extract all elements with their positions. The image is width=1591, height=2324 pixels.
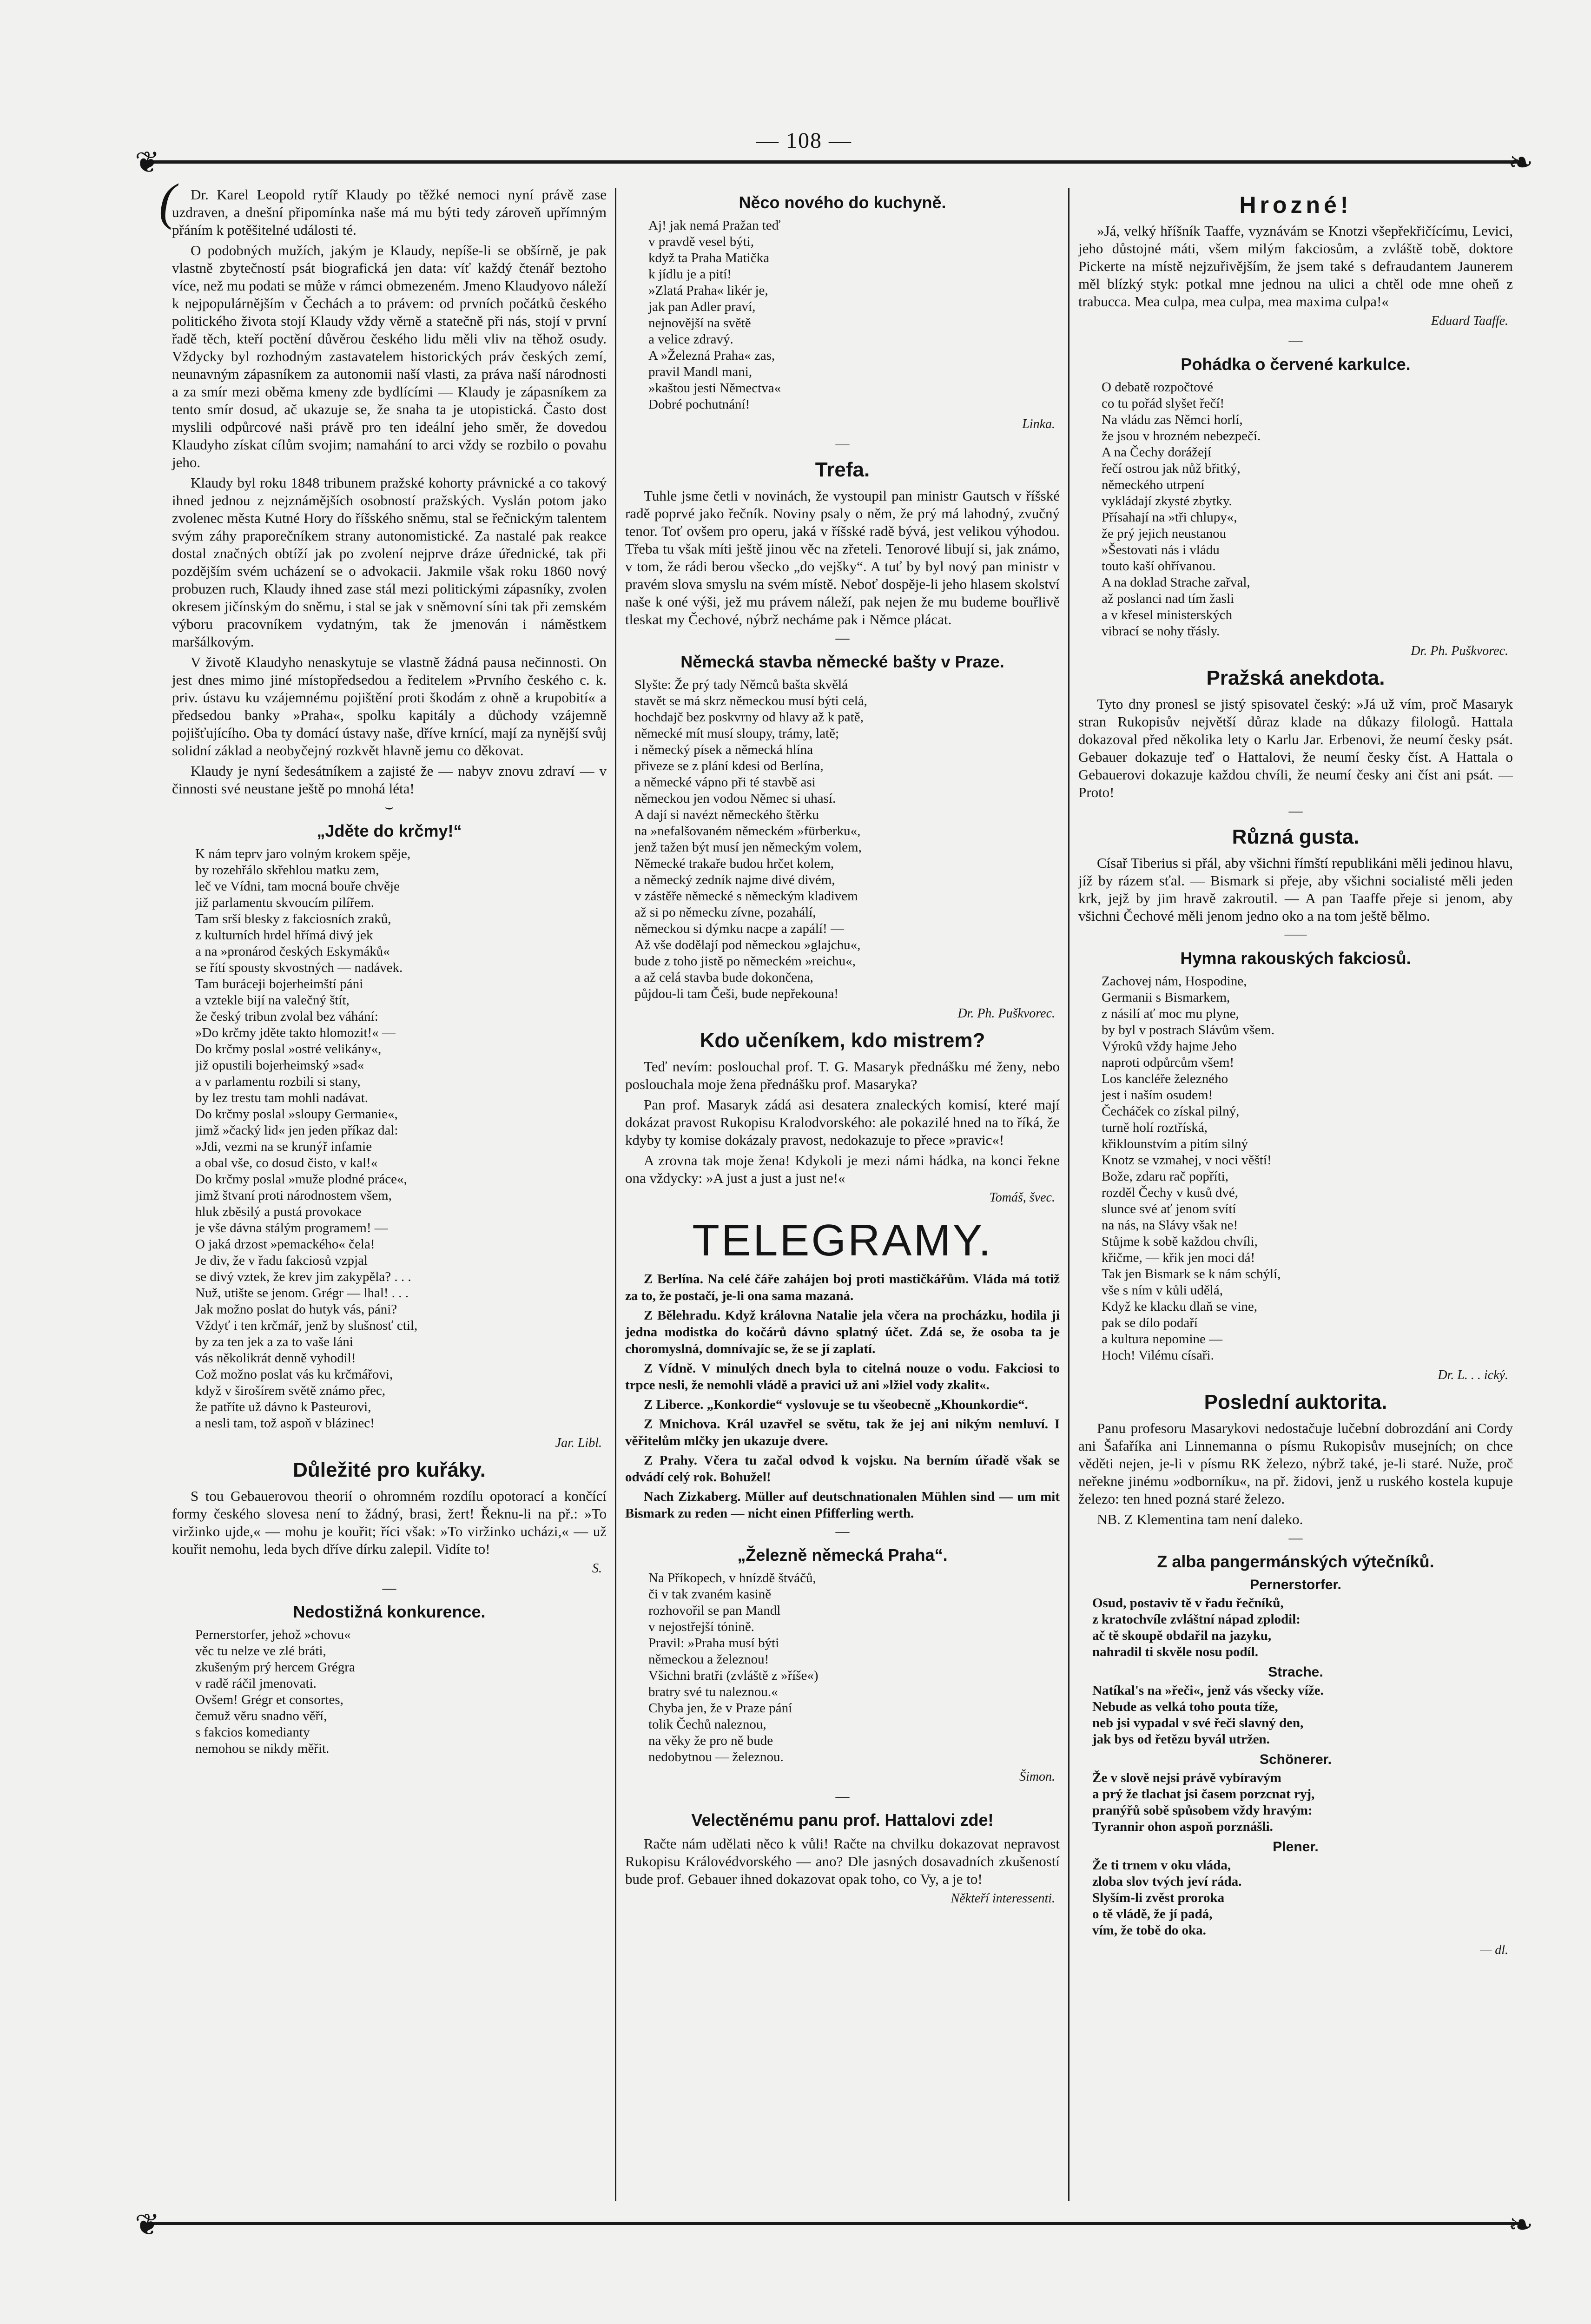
anekdota-text: Tyto dny pronesl se jistý spisovatel český: »Já už vím, proč Masaryk stran Rukopisův největší důraz klade na důkazy filologů. Hattala dokazoval před několika lety o Karlu Jar. Erbenovi, že neumí česky psát. Gebauer dokazuje teď o Hattalovi, že neumí česky číst. A Hattala o Gebauerovi dokazuje každou chvíli, že neumí česky ani číst ani psát. — Proto! — [1078, 696, 1513, 800]
kuraky-text: S tou Gebauerovou theorií o ohromném rozdílu opotorací a končící formy českého slovesa není to žádný, brasi, žert! Řeknu-li na př.: »To viržinko ujde,« — mohu je kouřit; říci však: »To viržinko ucházi,« — už kouřit nemohu, leda bych dříve dírku zalepil. Vidíte to! — [172, 1488, 607, 1557]
auktorita-text: Panu profesoru Masarykovi nedostačuje lučební dobrozdání ani Cordy ani Šafaříka ani Linnemanna o písmu Rukopisův musejních; on chce věděti nejen, je-li v písmu RK železo, nýbrž také, je-li staré. Nuže, proč neřekne jinému »odborníku«, na př. židovi, jenž u ruského kostela kupuje železo: ten hned pozná staré železo. — [1078, 1420, 1513, 1507]
hymna-signature: Dr. L. . . ický. — [1438, 1368, 1508, 1382]
kuchyne-signature: Linka. — [1022, 417, 1055, 431]
column-rule — [1068, 188, 1069, 2201]
telegram-item: Z Prahy. Včera tu začal odvod k vojsku. Na berním úřadě však se odvádí celý rok. Bohužel! — [625, 1453, 1060, 1485]
section-divider-icon: — — [382, 1580, 396, 1596]
corner-ornament-icon: ❦ — [135, 146, 160, 179]
kuchyne-title: Něco nového do kuchyně. — [739, 193, 946, 212]
krmy-signature: Jar. Libl. — [555, 1436, 602, 1450]
alba-section-lines: Osud, postaviv tě v řadu řečníků, z kratochvíle zvláštní nápad zplodil: ač tě skoupě obdařil na jazyku, nahradil ti skvěle nosu podíl. — [1092, 1596, 1301, 1659]
alba-section-lines: Natíkal's na »řeči«, jenž vás všecky víže. Nebude as velká toho pouta tíže, neb jsi vypadal v své řeči slavný den, jak bys od řetězu byvál utržen. — [1092, 1683, 1324, 1747]
corner-ornament-icon: ❦ — [135, 2208, 160, 2241]
klaudy-paragraph: O podobných mužích, jakým je Klaudy, nepíše-li se obšírně, je pak vlastně zbytečností psát biografická jen data: víť každý čtenář beztoho více, než mu podati se může v rámci obmezeném. Jmeno Klaudyovo náleží k nejpopulárnějším v Čechách a to právem: od prvních počátků českého politického života stojí Klaudy vždy věrně a statečně při nás, stojí v první řadě těch, kteří poctění důvěrou českého lidu měli vliv na těhož osudy. Vždycky byl rozhodným zastavatelem historických práv českých zemí, neunavným zápasníkem za autonomii naší vlasti, za práva naší národnosti a za smír mezi oběma kmeny zde bydlícími — Klaudy je zápasníkem za tento smír dosud, ač ukazuje se, že snaha ta je utopistická. Často dost myslili odpůrcové naši právě pro ten ideální jeho směr, že dovedou Klaudyho získat cílům svojim; namahání to arci vždy se rozbilo o povahu jeho. — [172, 242, 607, 470]
hrozne-title: Hrozné! — [1239, 192, 1352, 218]
hrozne-text: »Já, velký hříšník Taaffe, vyznávám se Knotzi všepřekřičícímu, Levici, jeho důstojné máti, všem milým fakciosům, a zvláště tobě, doktore Pickerte na místě nejzuřivějším, že jsem také s defraudantem Jaunerem měl blízký styk: potkal mne jednou na ulici a chtěl ode mne oheň z trabucca. Mea culpa, mea culpa, mea maxima culpa!« — [1078, 223, 1513, 310]
telegram-item: Z Berlína. Na celé čáře zahájen boj proti mastičkářům. Vláda má totiž za to, že postačí, je-li ona sama mazaná. — [625, 1272, 1060, 1303]
section-divider-icon: — — [835, 630, 850, 646]
mistr-text: Teď nevím: poslouchal prof. T. G. Masaryk přednášku mé ženy, nebo poslouchala moje žena přednášku prof. Masaryka? — [625, 1058, 1060, 1092]
kuraky-title: Důležité pro kuřáky. — [293, 1459, 486, 1481]
basty-signature: Dr. Ph. Puškvorec. — [957, 1006, 1055, 1021]
gusta-text: Císař Tiberius si přál, aby všichni římští republikáni měli jedinou hlavu, jíž by rázem sťal. — Bismark si přeje, aby všichni socialisté měli jeden krk, jejž by jim hravě zakroutil. — A pan Taaffe přeje si jenom, aby všichni Čechové měli jenom jedno oko a na tom ještě bělmo. — [1078, 855, 1513, 924]
krmy-poem: K nám teprv jaro volným krokem spěje, by rozehřálo skřehlou matku zem, leč ve Vídni, tam mocná bouře chvěje již parlamentu skvoucím pilířem. Tam srší blesky z fakciosních zraků, z kulturních hrdel hřímá divý jek a na »pronárod českých Eskymáků« se řítí spousty skvostných — nadávek. Tam buráceji bojerheimští páni a vztekle bijí na valečný štít, že český tribun zvolal bez váhání: »Do krčmy jděte takto hlomozit!« — Do krčmy poslal »ostré velikány«, již opustili bojerheimský »sad« a v parlamentu rozbili si stany, by lez trestu tam mohli nadávat. Do krčmy poslal »sloupy Germanie«, jimž »čacký lid« jen jeden příkaz dal: »Jdi, vezmi na se krunýř infamie a obal vše, co dosud čisto, v kal!« Do krčmy poslal »muže plodné práce«, jimž štvaní proti národnostem všem, hluk zběsilý a pustá provokace je vše dávna stálým programem! — O jaká drzost »pemackého« čela! Je div, že v řadu fakciosů vzpjal se divý vztek, že krev jim zakypěla? . . . Nuž, utište se jenom. Grégr — lhal! . . . Jak možno poslat do hutyk vás, páni? Vždyť i ten krčmář, jenž by slušnosť ctil, by za ten jek a za to vaše láni vás několikrát denně vyhodil! Což možno poslat vás ku krčmářovi, když v širošírem světě známo přec, že patříte už dávno k Pasteurovi, a nesli tam, tož aspoň v blázinec! — [195, 846, 418, 1431]
decorative-bracket-icon: ( — [159, 173, 176, 230]
kuchyne-poem: Aj! jak nemá Pražan teď v pravdě vesel býti, když ta Praha Matička k jídlu je a pití! »Zlatá Praha« likér je, jak pan Adler praví, nejnovější na světě a velice zdravý. A »Železná Praha« zas, pravil Mandl mani, »kaštou jesti Němectva« Dobré pochutnání! — [648, 218, 781, 412]
section-divider-icon: — — [835, 1789, 850, 1804]
trefa-text: Tuhle jsme četli v novinách, že vystoupil pan ministr Gautsch v říšské radě poprvé jako řečník. Noviny psaly o něm, že prý má lahodný, zvučný tenor. Toť ovšem pro operu, jaká v říšské radě bývá, jest velikou výhodou. Třeba tu však míti ještě jinou věc na zřeteli. Tenorové libují si, jak známo, v tom, že rádi berou všecko „do vejšky“. A tuť by byl nový pan ministr v pravém slova smyslu na svém místě. Neboť dospěje-li jeho hlasem skolství naše k oné výši, jež mu právem náleží, pak nejen že mu budeme bouřlivě tleskat my Čechové, nýbrž necháme pak i Němce plácat. — [625, 488, 1060, 627]
alba-section-name: Schönerer. — [1259, 1752, 1332, 1767]
klaudy-paragraph: Klaudy je nyní šedesátníkem a zajisté že — nabyv znovu zdraví — v činnosti své neustane ještě po mnohá léta! — [172, 763, 607, 797]
zelezna-title: „Železně německá Praha“. — [737, 1545, 948, 1565]
auktorita-note: NB. Z Klementina tam není daleko. — [1097, 1511, 1303, 1527]
corner-ornament-icon: ❧ — [1508, 2208, 1533, 2241]
trefa-title: Trefa. — [815, 458, 870, 481]
hattala-text: Račte nám udělati něco k vůli! Račte na chvilku dokazovat nepravost Rukopisu Královédvorského — ano? Dle jasných dosavadních zkušeností bude prof. Gebauer ihned dokazovat opak toho, co Vy, a je to! — [625, 1835, 1060, 1887]
hymna-poem: Zachovej nám, Hospodine, Germanii s Bismarkem, z násilí ať moc mu plyne, by byl v postrach Slávům všem. Výrokû vždy hajme Jeho naproti odpůrcům všem! Los kancléře železného jest i naším osudem! Čecháček co získal pilný, turně holí roztříská, křiklounstvím a pitím silný Knotz se vzmahej, v noci věští! Bože, zdaru rač popříti, rozděl Čechy v kusů dvé, slunce své ať jenom svítí na nás, na Slávy však ne! Stůjme k sobě každou chvíli, křičme, — křik jen moci dá! Tak jen Bismark se k nám schýlí, vše s ním v kůli udělá, Když ke klacku dlaň se vine, pak se dílo podaří a kultura nepomine — Hoch! Vilému císaři. — [1102, 974, 1281, 1363]
zelezna-poem: Na Příkopech, v hnízdě štváčů, či v tak zvaném kasině rozhovořil se pan Mandl v nejostřejší tónině. Pravil: »Praha musí býti německou a železnou! Všichni bratři (zvláště z »říše«) bratry své tu naleznou.« Chyba jen, že v Praze pání tolik Čechů naleznou, na věky že pro ně bude nedobytnou — železnou. — [648, 1571, 819, 1764]
corner-ornament-icon: ❧ — [1508, 146, 1533, 179]
telegram-item: Nach Zizkaberg. Müller auf deutschnationalen Mühlen sind — um mit Bismark zu reden — nicht einen Pfifferling werth. — [625, 1489, 1060, 1521]
basty-poem: Slyšte: Že prý tady Němců bašta skvělá stavět se má skrz německou musí býti celá, hochdajč bez poskvrny od hlavy až k patě, německé mít musí sloupy, trámy, latě; i německý písek a německá hlína přiveze se z plání kdesi od Berlína, a německé vápno při té stavbě asi německou jen vodou Němec si uhasí. A dají si navézt německého štěrku na »nefalšovaném německém »fürberku«, jenž tažen být musí jen německým volem, Německé trakaře budou hrčet kolem, a německý zedník najme divé divém, v zástěře německé s německým kladivem až si po německu zívne, pozahálí, německou si dýmku nacpe a zapálí! — Až vše dodělají pod německou »glajchu«, bude z toho jistě po německém »reichu«, a až celá stavba bude dokončena, půjdou-li tam Češi, bude nepřekouna! — [634, 677, 867, 1001]
section-divider-icon: — — [835, 1524, 850, 1539]
column-1 — [159, 173, 607, 2212]
basty-title: Německá stavba německé bašty v Praze. — [680, 652, 1004, 671]
hrozne-signature: Eduard Taaffe. — [1431, 314, 1508, 328]
gusta-title: Různá gusta. — [1232, 825, 1360, 848]
konkurence-poem: Pernerstorfer, jehož »chovu« věc tu nelze ve zlé bráti, zkušeným prý hercem Grégra v radě ráčil jmenovati. Ovšem! Grégr et consortes, čemuž věru snadno věří, s fakcios komedianty nemohou se nikdy měřit. — [195, 1627, 355, 1756]
hymna-title: Hymna rakouských fakciosů. — [1180, 949, 1411, 968]
alba-signature: — dl. — [1480, 1943, 1508, 1957]
column-2 — [625, 186, 1060, 2212]
zelezna-signature: Šimon. — [1019, 1769, 1055, 1784]
mistr-text: Pan prof. Masaryk zádá asi desatera znaleckých komisí, které mají dokázat pravost Rukopisu Kralodvorského: ale pokazilé hned na to říká, že kdyby ty komise dokázaly pravost, nedokazuje to přece »pravic«! — [625, 1096, 1060, 1148]
karkulka-poem: O debatě rozpočtové co tu pořád slyšet řečí! Na vládu zas Němci horlí, že jsou v hrozném nebezpečí. A na Čechy dorážejí řečí ostrou jak nůž břitký, německého utrpení vykládají zkysté zbytky. Přísahají na »tři chlupy«, že prý jejich neustanou »Šestovati nás i vládu touto kaší ohřívanou. A na doklad Strache zařval, až poslanci nad tím žasli a v křesel ministerských vibrací se nohy třásly. — [1102, 380, 1261, 639]
column-rule — [615, 188, 616, 2201]
konkurence-title: Nedostižná konkurence. — [293, 1602, 486, 1621]
telegram-item: Z Mnichova. Král uzavřel se světu, tak že jej ani nikým nemluví. I věřitelům mlčky jen ukazuje dvere. — [625, 1417, 1060, 1448]
hattala-signature: Někteří interessenti. — [951, 1891, 1055, 1906]
section-divider-icon: ⸺ — [1284, 927, 1307, 942]
bottom-frame-rule — [149, 2222, 1525, 2225]
klaudy-paragraph: V životě Klaudyho nenaskytuje se vlastně žádná pausa nečinnosti. On jest dnes mimo jiné místopředsedou a ředitelem »Prvního českého c. k. priv. ústavu ku vzájemnému pojištění proti škodám z ohně a krupobití« a předsedou banky »Praha«, spolku kapitály a důchody vzájemně pojišťujícího. Oba ty domácí ústavy naše, dříve krnící, mají za nynější svůj solidní základ a neobyčejný rozkvět hlavně jemu co děkovat. — [172, 654, 607, 759]
klaudy-paragraph: Klaudy byl roku 1848 tribunem pražské kohorty právnické a co takový ihned jednou z nejznámějších osobností pražských. Vyslán potom jako zvolenec města Kutné Hory do říšského sněmu, stal se řečnickým talentem svým záhy praporečníkem strany autonomistické. Za nastalé pak reakce dostal značných obtíží jak po zvolení nejprve dráze úřednické, tak při pozdějším svém ucházení se o advokacii. Jakmile však roku 1860 nový probuzen ruch, Klaudy ihned zase stál mezi politickými zápasníky, zvolen okresem jičínským do sněmu, i stal se jak v sněmovní síni tak při zemském výboru pracovníkem vydatným, tak že jmenován i náměstkem maršálkovým. — [172, 475, 607, 650]
karkulka-signature: Dr. Ph. Puškvorec. — [1411, 644, 1508, 658]
telegramy-title: TELEGRAMY. — [692, 1215, 993, 1265]
telegram-item: Z Vídně. V minulých dnech byla to citelná nouze o vodu. Fakciosi to trpce nesli, že nemohli vládě a pravici už ani »lžiel vody zkalit«. — [625, 1361, 1060, 1393]
page-number: — 108 — — [756, 128, 852, 153]
mistr-text: A zrovna tak moje žena! Kdykoli je mezi námi hádka, na konci řekne ona vždycky: »A just a just a just ne!« — [625, 1152, 1060, 1186]
klaudy-paragraph: Dr. Karel Leopold rytíř Klaudy po těžké nemoci nyní právě zase uzdraven, a dnešní připomínka naše má mu býti tedy zároveň upřímným přáním k potěšitelné události té. — [172, 186, 607, 238]
telegram-item: Z Bělehradu. Když královna Natalie jela včera na procházku, hodila ji jedna modistka do kočárů dávno splatný účet. Zdá se, že osoba ta je choromyslná, domnívajíc se, že se jí zaplatí. — [625, 1308, 1060, 1356]
hattala-title: Velectěnému panu prof. Hattalovi zde! — [691, 1810, 994, 1829]
alba-section-name: Pernerstorfer. — [1250, 1577, 1341, 1592]
alba-title: Z alba pangermánských výtečníků. — [1157, 1552, 1434, 1571]
section-divider-icon: — — [835, 436, 850, 451]
section-divider-icon: — — [1288, 803, 1303, 819]
anekdota-title: Pražská anekdota. — [1206, 667, 1385, 689]
mistr-title: Kdo učeníkem, kdo mistrem? — [700, 1029, 985, 1052]
section-divider-icon: ⌣ — [384, 799, 394, 815]
mistr-signature: Tomáš, švec. — [989, 1190, 1055, 1205]
telegram-item: Z Liberce. „Konkordie“ vyslovuje se tu všeobecně „Khounkordie“. — [644, 1397, 1028, 1412]
krmy-title: „Jděte do krčmy!“ — [317, 821, 462, 840]
alba-section-lines: Že v slově nejsi právě vybíravým a prý že tlachat jsi časem porzcnat ryj, pranýřů sobě spůsobem vždy hravým: Tyrannir ohon aspoň porznášli. — [1092, 1770, 1315, 1834]
alba-section-name: Strache. — [1268, 1664, 1323, 1680]
section-divider-icon: — — [1288, 1530, 1303, 1545]
auktorita-title: Poslední auktorita. — [1204, 1391, 1387, 1413]
alba-section-lines: Že ti trnem v oku vláda, zloba slov tvých jeví ráda. Slyším-li zvěst proroka o tě vládě, že jí padá, vím, že tobě do oka. — [1092, 1858, 1242, 1938]
section-divider-icon: — — [1288, 333, 1303, 348]
top-frame-rule — [149, 160, 1525, 164]
alba-section-name: Plener. — [1273, 1839, 1319, 1855]
karkulka-title: Pohádka o červené karkulce. — [1181, 355, 1411, 374]
kuraky-signature: S. — [592, 1561, 602, 1576]
column-3 — [1078, 186, 1513, 2212]
